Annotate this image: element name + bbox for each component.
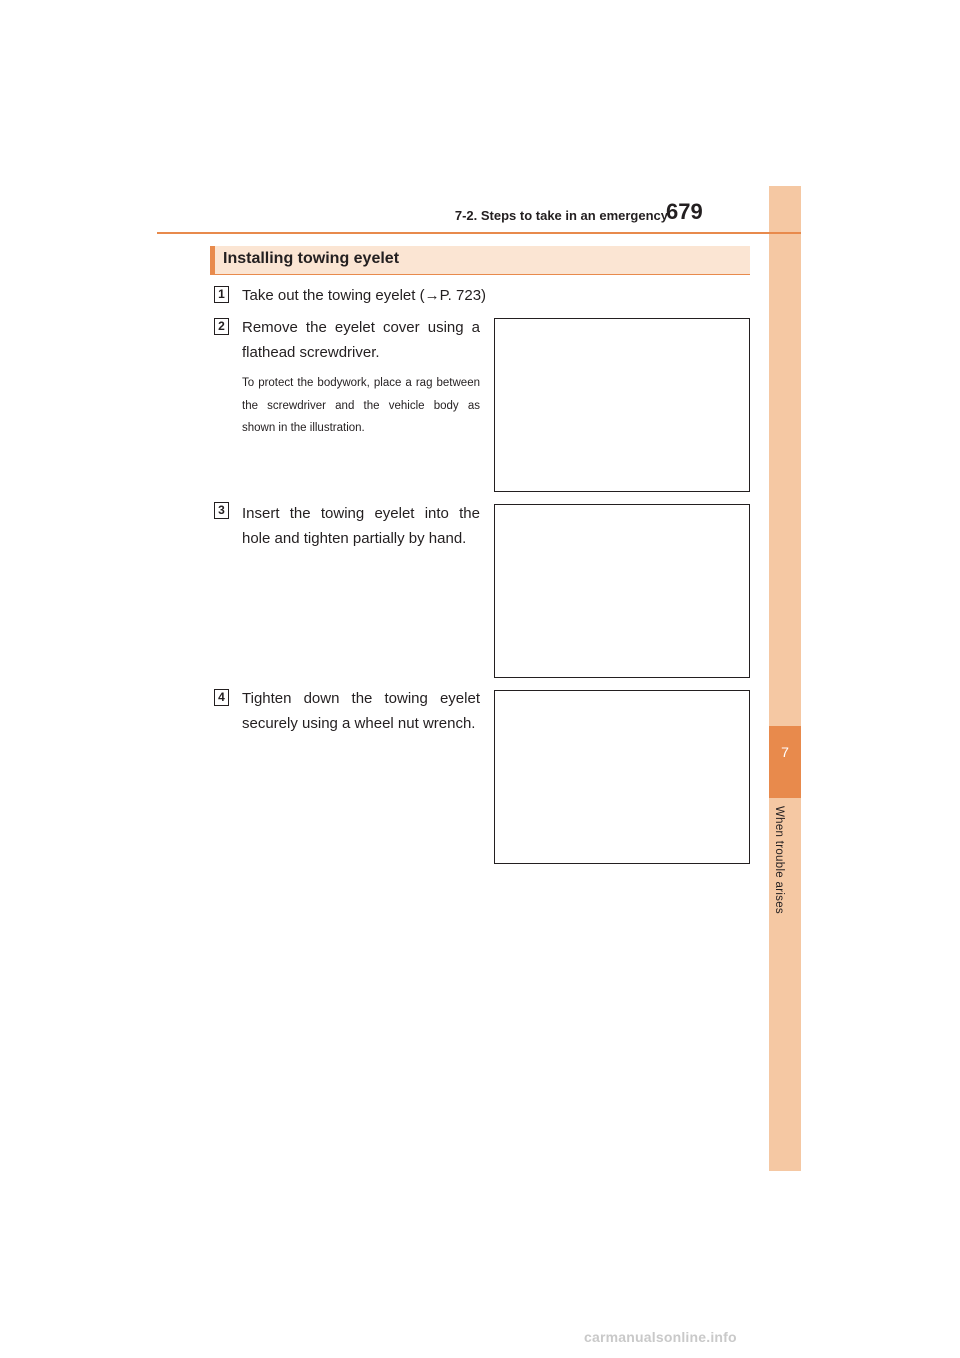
section-heading: Installing towing eyelet (223, 250, 400, 267)
step-text-1: Take out the towing eyelet (→P. 723) (242, 287, 487, 304)
illustration-remove-cover (494, 318, 750, 492)
step-number-4: 4 (214, 689, 229, 706)
step-text-3: Insert the towing eyelet into the hole and tighten partially by hand. (242, 505, 480, 547)
step-number-3: 3 (214, 502, 229, 519)
header-divider (157, 232, 801, 234)
step-text-2: Remove the eyelet cover using a flathead screwdriver. (242, 319, 480, 361)
step-number-2: 2 (214, 318, 229, 335)
chapter-number-box (769, 726, 801, 798)
section-heading-accent (210, 246, 215, 274)
page-number: 679 (666, 199, 703, 224)
illustration-insert-eyelet (494, 504, 750, 678)
chapter-number: 7 (781, 744, 789, 760)
chapter-side-tab (769, 186, 801, 1171)
step-note-2: To protect the bodywork, place a rag between the screwdriver and the vehicle body as shown in the illustration. (242, 377, 480, 434)
section-heading-underline (210, 274, 750, 275)
watermark: carmanualsonline.info (584, 1329, 737, 1345)
step-number-1: 1 (214, 286, 229, 303)
chapter-title: When trouble arises (773, 806, 785, 914)
illustration-tighten-eyelet (494, 690, 750, 864)
step-text-4: Tighten down the towing eyelet securely using a wheel nut wrench. (242, 690, 480, 732)
running-header-section: 7-2. Steps to take in an emergency (454, 208, 668, 223)
